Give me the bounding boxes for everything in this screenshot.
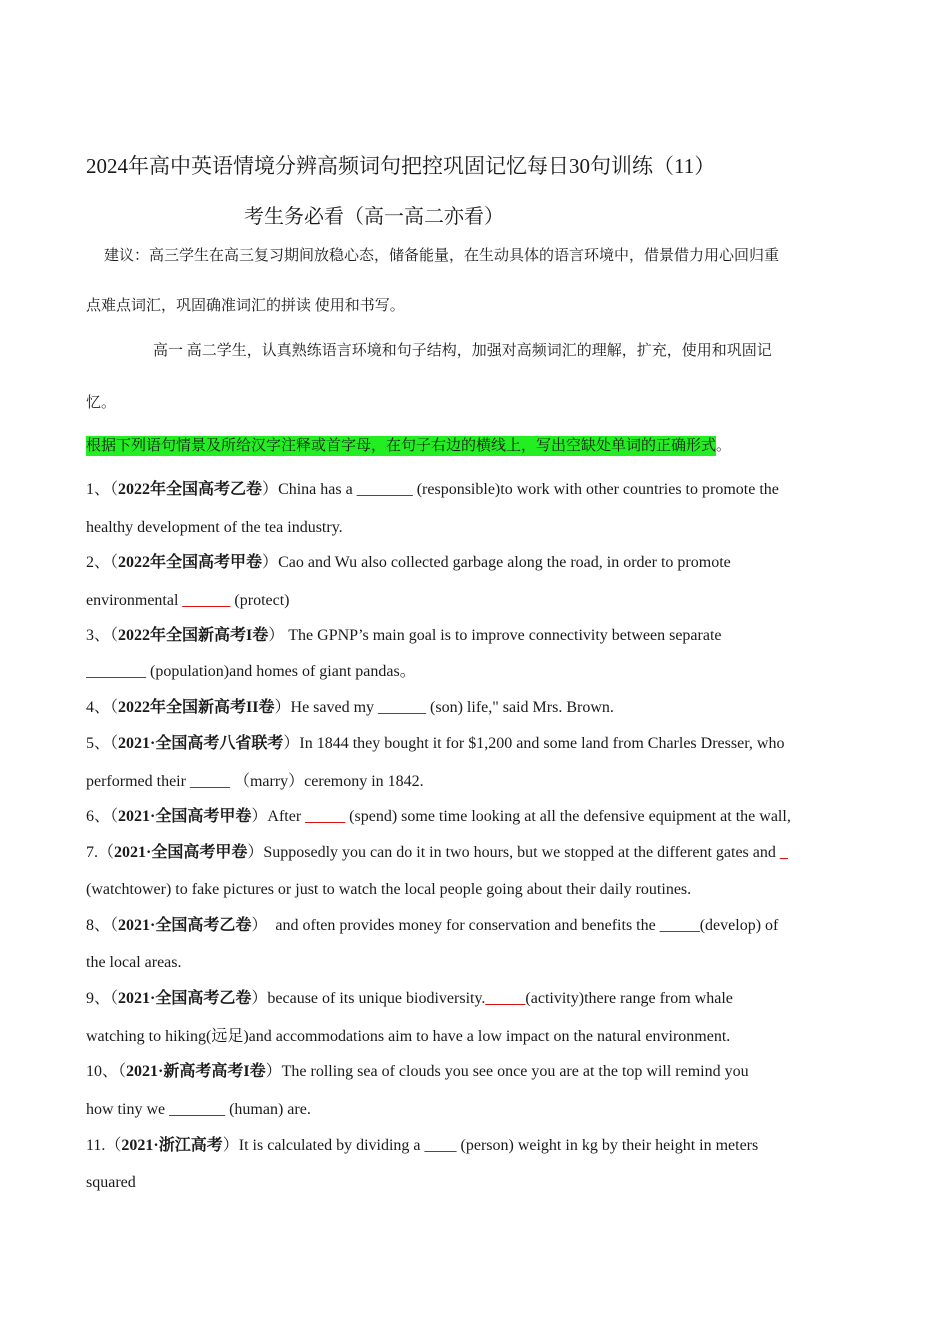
question-8: [86, 916, 778, 936]
question-text: It is calculated by dividing a: [238, 1137, 425, 1154]
question-3-cont: [86, 662, 416, 682]
question-text: The rolling sea of clouds you see once you are at the top will remind you: [281, 1063, 749, 1080]
question-8-cont: the local areas.: [86, 954, 182, 971]
question-source: 2022年全国高考乙卷: [118, 481, 263, 498]
answer-blank: _______: [86, 663, 146, 680]
question-text: （marry）ceremony in 1842.: [229, 773, 424, 790]
question-2: [86, 553, 731, 573]
question-source: 2021·浙江高考: [121, 1137, 223, 1154]
source-close: ）: [262, 481, 279, 498]
source-open: （: [110, 554, 119, 571]
instruction-tail: 。: [716, 438, 732, 454]
question-number: 5、: [86, 735, 111, 752]
question-text: China has a: [278, 481, 357, 498]
question-5: [86, 734, 784, 754]
question-number: 1、: [86, 481, 111, 498]
question-text: After: [267, 808, 306, 825]
question-source: 2021·全国高考乙卷: [118, 990, 252, 1007]
question-text: Cao and Wu also collected garbage along the road, in order to promote: [278, 554, 731, 571]
source-open: （: [110, 917, 119, 934]
source-close: ）: [283, 735, 300, 752]
source-close: ）: [247, 844, 264, 861]
question-1: [86, 480, 779, 500]
question-4: [86, 698, 614, 718]
question-6: [86, 807, 791, 827]
question-number: 11.: [86, 1137, 106, 1154]
answer-blank: ______: [182, 592, 231, 609]
question-11-cont: squared: [86, 1174, 136, 1191]
source-close: ）: [251, 917, 268, 934]
source-open: （: [110, 699, 119, 716]
question-text: (responsible)to work with other countries to promote the: [412, 481, 779, 498]
question-text: because of its unique biodiversity.: [267, 990, 486, 1007]
question-text: (population)and homes of giant pandas。: [146, 663, 416, 680]
question-number: 10、: [86, 1063, 119, 1080]
question-text: (person) weight in kg by their height in meters: [456, 1137, 759, 1154]
source-close: ）: [265, 1063, 282, 1080]
question-number: 4、: [86, 699, 111, 716]
answer-blank: _____: [659, 917, 700, 934]
source-open: （: [110, 990, 119, 1007]
question-1-cont: healthy development of the tea industry.: [86, 519, 343, 536]
instruction-highlight: 根据下列语句情景及所给汉字注释或首字母，在句子右边的横线上，写出空缺处单词的正确形式: [86, 438, 717, 454]
question-2-cont: [86, 591, 290, 611]
source-close: ）: [222, 1137, 239, 1154]
advice-line-4: 忆。: [86, 395, 117, 411]
question-9: [86, 989, 733, 1009]
question-number: 3、: [86, 627, 111, 644]
question-text: Supposedly you can do it in two hours, but we stopped at the different gates and: [263, 844, 780, 861]
source-close: ）: [262, 554, 279, 571]
question-10-cont: how tiny we _______ (human) are.: [86, 1101, 311, 1118]
question-7: [86, 843, 788, 863]
question-source: 2021·新高考高考I卷: [126, 1063, 266, 1080]
question-3: [86, 626, 722, 646]
question-source: 2022年全国新高考I卷: [118, 627, 269, 644]
question-text: (activity)there range from whale: [525, 990, 733, 1007]
page-title: 2024年高中英语情境分辨高频词句把控巩固记忆每日30句训练（11）: [86, 154, 716, 178]
question-text: and often provides money for conservation and benefits the: [267, 917, 660, 934]
source-close: ）: [268, 627, 285, 644]
question-number: 2、: [86, 554, 111, 571]
answer-blank: ______: [378, 699, 427, 716]
question-source: 2022年全国高考甲卷: [118, 554, 263, 571]
advice-line-3: 高一 高二学生，认真熟练语言环境和句子结构，加强对高频词汇的理解，扩充，使用和巩固记: [153, 343, 772, 359]
question-number: 9、: [86, 990, 111, 1007]
answer-blank: _: [779, 844, 788, 861]
advice-line-1: 建议：高三学生在高三复习期间放稳心态，储备能量，在生动具体的语言环境中，借景借力用心回归重: [104, 248, 780, 264]
answer-blank: _____: [305, 808, 346, 825]
question-text: (son) life," said Mrs. Brown.: [426, 699, 614, 716]
question-source: 2021·全国高考乙卷: [118, 917, 252, 934]
question-source: 2022年全国新高考II卷: [118, 699, 275, 716]
question-number: 6、: [86, 808, 111, 825]
question-text: The GPNP’s main goal is to improve connectivity between separate: [284, 627, 722, 644]
question-source: 2021·全国高考八省联考: [118, 735, 284, 752]
source-open: （: [110, 481, 119, 498]
question-text: (develop) of: [699, 917, 779, 934]
instruction: [86, 436, 731, 456]
question-text: performed their: [86, 773, 190, 790]
question-source: 2021·全国高考甲卷: [118, 808, 252, 825]
question-9-cont: watching to hiking(远足)and accommodations aim to have a low impact on the natural environment.: [86, 1028, 731, 1045]
source-open: （: [110, 735, 119, 752]
answer-blank: ____: [424, 1137, 457, 1154]
answer-blank: _____: [189, 773, 230, 790]
page-subtitle: 考生务必看（高一高二亦看）: [244, 206, 504, 228]
source-open: （: [110, 627, 119, 644]
question-text: environmental: [86, 592, 183, 609]
source-open: （: [105, 1137, 122, 1154]
question-number: 7.: [86, 844, 98, 861]
question-text: (protect): [230, 592, 290, 609]
source-close: ）: [274, 699, 291, 716]
source-open: （: [98, 844, 115, 861]
answer-blank: _____: [485, 990, 526, 1007]
question-10: [86, 1062, 749, 1082]
question-11: [86, 1136, 758, 1156]
source-open: （: [118, 1063, 127, 1080]
source-close: ）: [251, 990, 268, 1007]
question-number: 8、: [86, 917, 111, 934]
question-5-cont: [86, 772, 424, 792]
question-source: 2021·全国高考甲卷: [114, 844, 248, 861]
answer-blank: _______: [356, 481, 413, 498]
question-text: (spend) some time looking at all the defensive equipment at the wall,: [345, 808, 791, 825]
question-text: In 1844 they bought it for $1,200 and some land from Charles Dresser, who: [299, 735, 785, 752]
source-open: （: [110, 808, 119, 825]
question-7-cont: (watchtower) to fake pictures or just to watch the local people going about their daily routines.: [86, 881, 692, 898]
question-text: He saved my: [290, 699, 379, 716]
advice-line-2: 点难点词汇，巩固确准词汇的拼读 使用和书写。: [86, 298, 405, 314]
source-close: ）: [251, 808, 268, 825]
